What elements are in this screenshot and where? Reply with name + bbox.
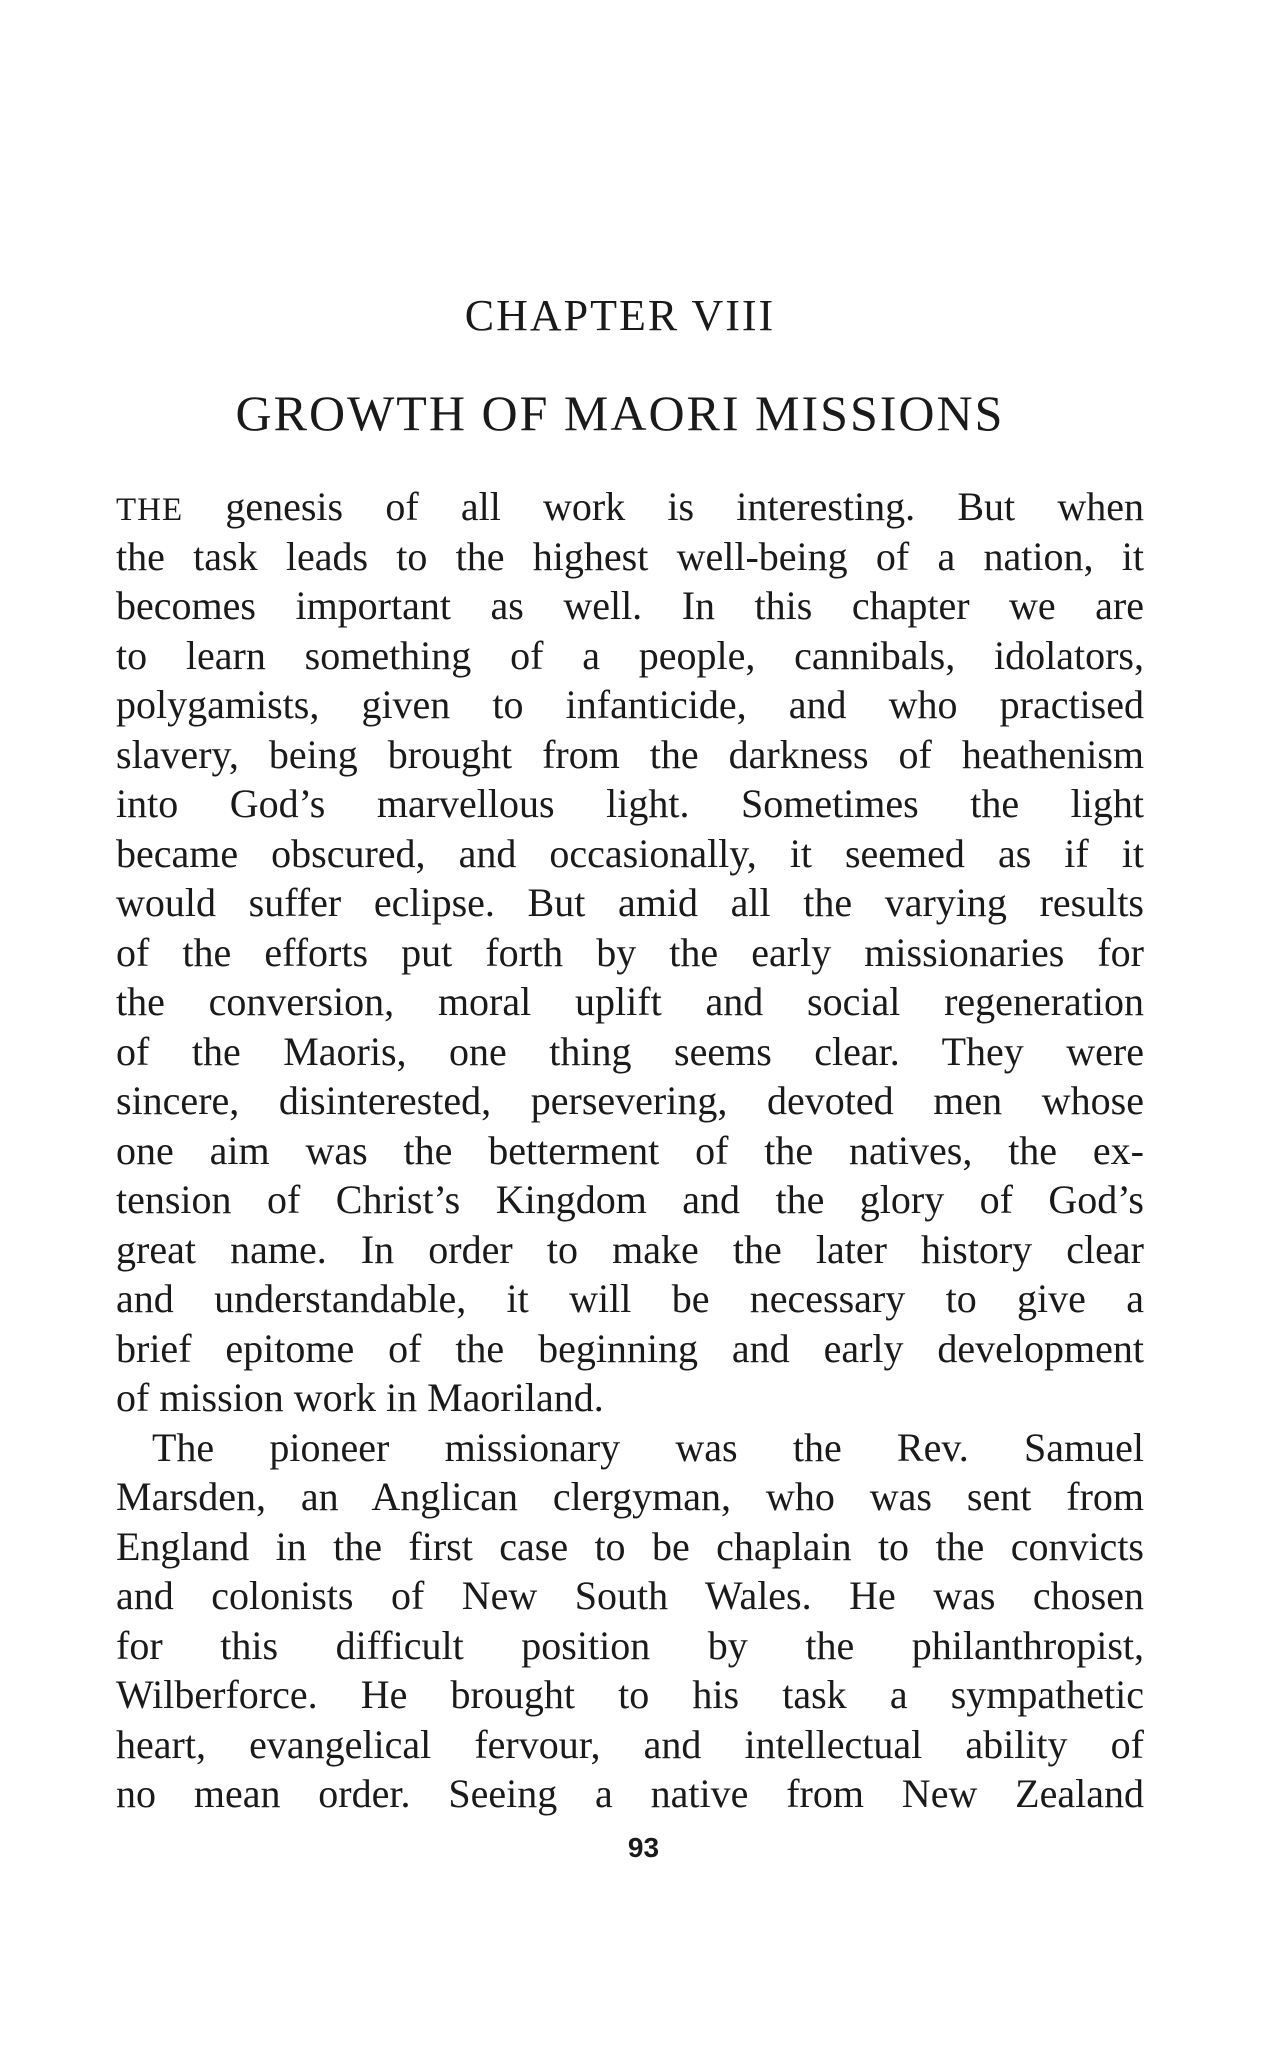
- paragraph-line: great name. In order to make the later history clear: [116, 1226, 1144, 1272]
- chapter-label: CHAPTER VIII: [464, 291, 776, 340]
- paragraph-line: the task leads to the highest well-being of a nation, it: [116, 533, 1144, 579]
- chapter-title: GROWTH OF MAORI MISSIONS: [235, 385, 1005, 441]
- paragraph-line: of mission work in Maoriland.: [116, 1375, 604, 1420]
- paragraph-line: Marsden, an Anglican clergyman, who was sent from: [116, 1474, 1144, 1519]
- page-number: 93: [627, 1832, 660, 1863]
- paragraph-line: and understandable, it will be necessary to give a: [116, 1276, 1144, 1321]
- paragraph-line: and colonists of New South Wales. He was chosen: [116, 1573, 1144, 1618]
- paragraph-line: one aim was the betterment of the natives, the ex-: [116, 1127, 1144, 1173]
- paragraph-line: tension of Christ’s Kingdom and the glory of God’s: [116, 1177, 1144, 1222]
- paragraph-line: no mean order. Seeing a native from New Zealand: [116, 1771, 1144, 1816]
- paragraph-line: into God’s marvellous light. Sometimes the light: [116, 781, 1144, 826]
- body-text: [116, 482, 1144, 1819]
- paragraph-line: brief epitome of the beginning and early development: [116, 1325, 1144, 1371]
- paragraph-line: heart, evangelical fervour, and intellectual ability of: [116, 1721, 1144, 1767]
- paragraph-line: of the Maoris, one thing seems clear. They were: [116, 1028, 1144, 1074]
- paragraph-line: THE genesis of all work is interesting. But when: [116, 484, 1144, 529]
- paragraph-line: for this difficult position by the philanthropist,: [116, 1622, 1144, 1668]
- paragraph-line: Wilberforce. He brought to his task a sympathetic: [116, 1672, 1144, 1717]
- paragraph-line: England in the first case to be chaplain to the convicts: [116, 1523, 1144, 1569]
- paragraph-line: would suffer eclipse. But amid all the varying results: [116, 880, 1144, 925]
- paragraph-line: slavery, being brought from the darkness of heathenism: [116, 731, 1144, 777]
- paragraph-line: sincere, disinterested, persevering, devoted men whose: [116, 1078, 1144, 1123]
- paragraph-line: of the efforts put forth by the early missionaries for: [116, 929, 1144, 975]
- paragraph-line: to learn something of a people, cannibals, idolators,: [116, 632, 1144, 678]
- paragraph-line: polygamists, given to infanticide, and who practised: [116, 682, 1144, 727]
- paragraph-line: the conversion, moral uplift and social regeneration: [116, 979, 1144, 1024]
- small-caps-lead: THE: [116, 492, 184, 528]
- paragraph-line: becomes important as well. In this chapter we are: [116, 583, 1144, 628]
- paragraph-line: became obscured, and occasionally, it seemed as if it: [116, 830, 1144, 876]
- paragraph-line: The pioneer missionary was the Rev. Samuel: [152, 1424, 1144, 1470]
